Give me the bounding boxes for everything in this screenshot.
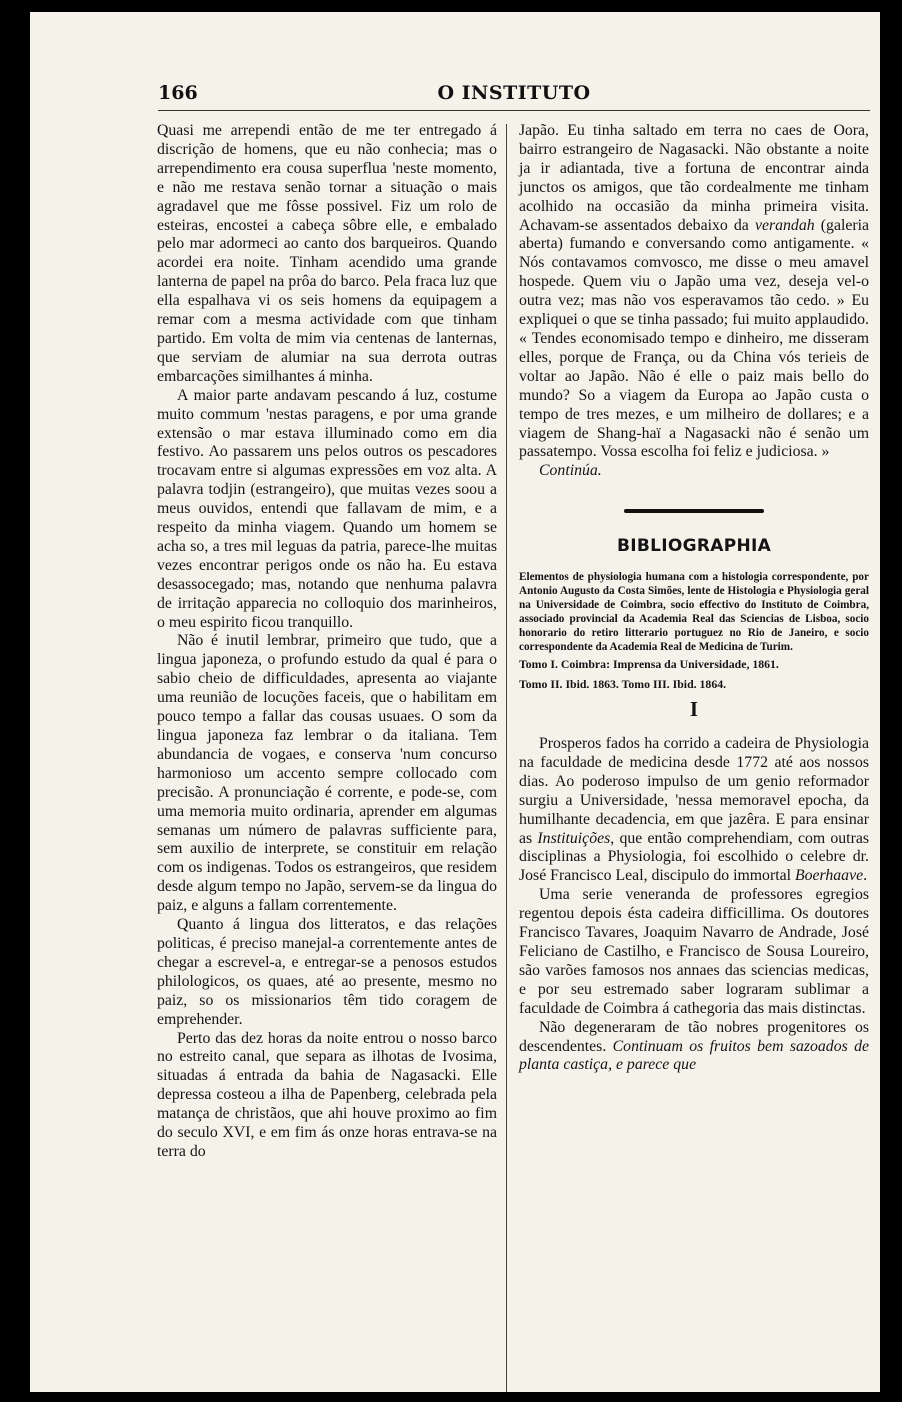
left-column (157, 122, 497, 1162)
paragraph: Não degeneraram de tão nobres progenitores os descendentes. Continuam os fruitos bem sazoados de planta castiça, e parece que (519, 1018, 869, 1074)
running-title: O INSTITUTO (437, 82, 591, 104)
continua-note: Continúa. (539, 462, 602, 480)
paragraph: Perto das dez horas da noite entrou o nosso barco no estreito canal, que separa as ilhotas de Ivosima, situadas á entrada da bahia de Nagasacki. Elle depressa costeou a ilha de Papenberg, celebrada pela matança de christãos, que ahi houve proximo ao fim do seculo XVI, e em fim ás onze horas entrava-se na terra do (157, 1029, 497, 1160)
page (30, 12, 880, 1392)
paragraph: Quasi me arrependi então de me ter entregado á discrição de homens, que eu não conhecia; mas o arrependimento era cousa superflua 'neste momento, e não me restava senão tornar a situação o mais agradavel que me fôsse possivel. Fiz um rolo de esteiras, encostei a cabeça sôbre elle, e embalado pelo mar adormeci ao canto dos barqueiros. Quando acordei era noite. Tinham acendido uma grande lanterna de papel na prôa do barco. Pela fraca luz que ella espalhava vi os seis homens da equipagem a remar com a mesma actividade com que tinham partido. Em volta de mim via centenas de lanternas, que serviam de alumiar na sua derrota outras embarcações similhantes á minha. (157, 122, 497, 385)
section-numeral: I (689, 697, 699, 722)
paragraph: A maior parte andavam pescando á luz, costume muito commum 'nestas paragens, e por uma grande extensão o mar estava illuminado como em dia festivo. Ao passarem uns pelos outros os pescadores trocavam entre si algumas expressões em voz alta. A palavra todjin (estrangeiro), que muitas vezes soou a meus ouvidos, entendi que fallavam de mim, e a respeito da minha viagem. Quando um homem se acha so, a tres mil leguas da patria, parece-lhe muitas vezes encontrar perigos onde os não ha. Eu estava desassocegado; mas, notando que nenhuma palavra de irritação apparecia no colloquio dos marinheiros, o meu espirito ficou tranquillo. (157, 386, 497, 631)
paragraph: Prosperos fados ha corrido a cadeira de Physiologia na faculdade de medicina desde 1772 até aos nossos dias. Ao poderoso impulso de um genio reformador surgiu a Universidade, 'nessa memoravel epocha, da humilhante decadencia, em que jazêra. E para ensinar as Instituições, que então comprehendiam, com outras disciplinas a Physiologia, foi escolhido o celebre dr. José Francisco Leal, discipulo do immortal Boerhaave. (519, 735, 869, 885)
italic-word: verandah (754, 216, 815, 234)
volume-info: Tomo I. Coimbra: Imprensa da Universidade, 1861. (519, 657, 779, 672)
paragraph: Uma serie veneranda de professores egregios regentou depois ésta cadeira difficillima. Os doutores Francisco Tavares, Joaquim Navarro de Andrade, José Feliciano de Castilho, e Francisco de Sousa Loureiro, são varões famosos nos annaes das sciencias medicas, e por seu estremado saber lograram sublimar a faculdade de Coimbra á cathegoria das mais distinctas. (519, 886, 869, 1017)
paragraph: Quanto á lingua dos litteratos, e das relações politicas, é preciso manejal-a correntemente antes de chegar a escrevel-a, e entregar-se a penosos estudos philologicos, os quaes, até ao presente, mesmo no paiz, so os missionarios têm tido coragem de emprehender. (157, 916, 497, 1028)
bibliography-entry: Elementos de physiologia humana com a histologia correspondente, por Antonio Augusto da Costa Simões, lente de Histologia e Physiologia geral na Universidade de Coimbra, socio effectivo do Instituto de Coimbra, associado provincial da Academia Real das Sciencias de Lisboa, socio honorario do retiro litterario portuguez no Rio de Janeiro, e socio correspondente da Academia Real de Medicina de Turim. (519, 571, 869, 654)
running-header (158, 80, 870, 111)
page-number: 166 (158, 82, 198, 104)
right-column (519, 122, 869, 1075)
section-title: BIBLIOGRAPHIA (616, 536, 772, 557)
volume-info: Tomo II. Ibid. 1863. Tomo III. Ibid. 1864. (519, 677, 727, 692)
ornamental-rule (624, 509, 764, 513)
paragraph: Não é inutil lembrar, primeiro que tudo, que a lingua japoneza, o profundo estudo da qual é para o sabio cheio de difficuldades, apresenta ao viajante uma reunião de locuções faceis, que o habilitam em pouco tempo a fallar das cousas usuaes. O som da lingua japoneza faz lembrar o da italiana. Tem abundancia de vogaes, e conserva 'num concurso harmonioso um accento sempre collocado com precisão. A pronunciação é corrente, e pode-se, com uma memoria muito ordinaria, aprender em algumas semanas um número de palavras sufficiente para, sem auxilio de interprete, se constituir em relação com os indigenas. Todos os estrangeiros, que residem desde algum tempo no Japão, servem-se da lingua do paiz, e alguns a fallam correntemente. (157, 632, 497, 915)
column-divider (506, 124, 507, 1392)
paragraph-continued: Japão. Eu tinha saltado em terra no caes de Oora, bairro estrangeiro de Nagasacki. Não obstante a noite ja ir adiantada, tive a fortuna de encontrar ainda junctos os amigos, que tão cordealmente me tinham acolhido na occasião da minha primeira visita. Achavam-se assentados debaixo da verandah (galeria aberta) fumando e conversando como antigamente. « Nós contavamos comvosco, me disse o meu amavel hospede. Quem viu o Japão uma vez, deseja vel-o outra vez; mas não vos esperavamos tão cedo. » Eu expliquei o que se tinha passado; fui muito applaudido. « Tendes economisado tempo e dinheiro, me disseram elles, porque de França, ou da China vós terieis de voltar ao Japão. Não é elle o paiz mais bello do mundo? So a viagem da Europa ao Japão custa o tempo de tres mezes, e um milheiro de dollares; e a viagem de Shang-haï a Nagasacki não é senão um passatempo. Vossa escolha foi feliz e judiciosa. » (519, 122, 870, 461)
